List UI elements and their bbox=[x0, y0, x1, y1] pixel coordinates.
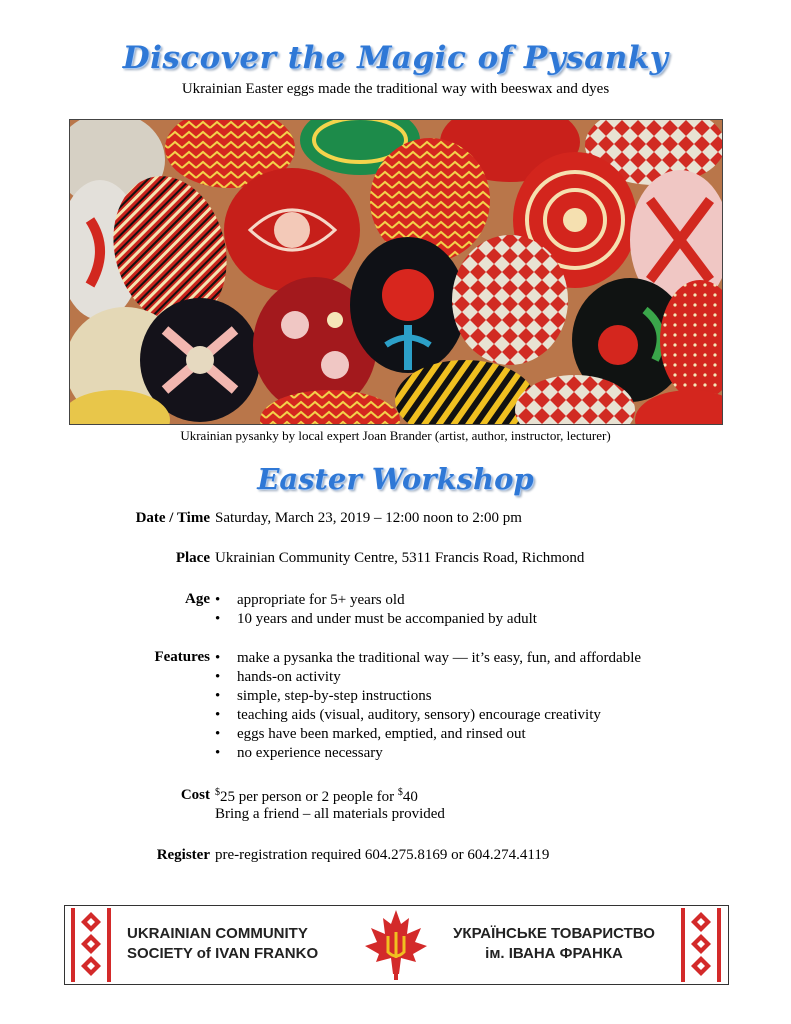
page-subtitle: Ukrainian Easter eggs made the traditional way with beeswax and dyes bbox=[181, 81, 610, 97]
society-name-ukrainian: УКРАЇНСЬКЕ ТОВАРИСТВО ім. ІВАНА ФРАНКА bbox=[453, 925, 655, 962]
workshop-heading: Easter Workshop bbox=[257, 462, 534, 496]
photo-caption: Ukrainian pysanky by local expert Joan Brander (artist, author, instructor, lecturer) bbox=[180, 428, 611, 443]
pysanky-photo bbox=[69, 119, 723, 425]
age-list bbox=[215, 591, 537, 629]
list-item: • no experience necessary bbox=[215, 744, 641, 763]
features-label: Features bbox=[154, 649, 210, 665]
place-value: Ukrainian Community Centre, 5311 Francis Road, Richmond bbox=[215, 550, 585, 566]
cost-note: Bring a friend – all materials provided bbox=[215, 806, 445, 822]
society-footer bbox=[64, 905, 729, 985]
list-item: • simple, step-by-step instructions bbox=[215, 687, 641, 706]
page-title: Discover the Magic of Pysanky bbox=[122, 40, 669, 76]
list-item: • teaching aids (visual, auditory, sensory) encourage creativity bbox=[215, 706, 641, 725]
date-time-label: Date / Time bbox=[135, 510, 210, 526]
register-value: pre-registration required 604.275.8169 or 604.274.4119 bbox=[215, 847, 550, 863]
features-list bbox=[215, 649, 641, 763]
embroidery-band-left-icon bbox=[67, 908, 115, 982]
age-label: Age bbox=[185, 591, 210, 607]
date-time-value: Saturday, March 23, 2019 – 12:00 noon to 2:00 pm bbox=[215, 510, 522, 526]
society-name-english: UKRAINIAN COMMUNITY SOCIETY of IVAN FRANKO bbox=[127, 925, 319, 962]
place-label: Place bbox=[175, 550, 210, 566]
maple-leaf-trident-icon bbox=[361, 908, 431, 982]
list-item: • make a pysanka the traditional way — it’s easy, fun, and affordable bbox=[215, 649, 641, 668]
register-label: Register bbox=[156, 847, 210, 863]
list-item: • hands-on activity bbox=[215, 668, 641, 687]
list-item: • eggs have been marked, emptied, and rinsed out bbox=[215, 725, 641, 744]
easter-eggs-image bbox=[70, 120, 722, 424]
list-item: • appropriate for 5+ years old bbox=[215, 591, 537, 610]
list-item: • 10 years and under must be accompanied by adult bbox=[215, 610, 537, 629]
cost-label: Cost bbox=[180, 787, 210, 803]
cost-value: $25 per person or 2 people for $40 bbox=[215, 787, 418, 805]
embroidery-band-right-icon bbox=[677, 908, 725, 982]
